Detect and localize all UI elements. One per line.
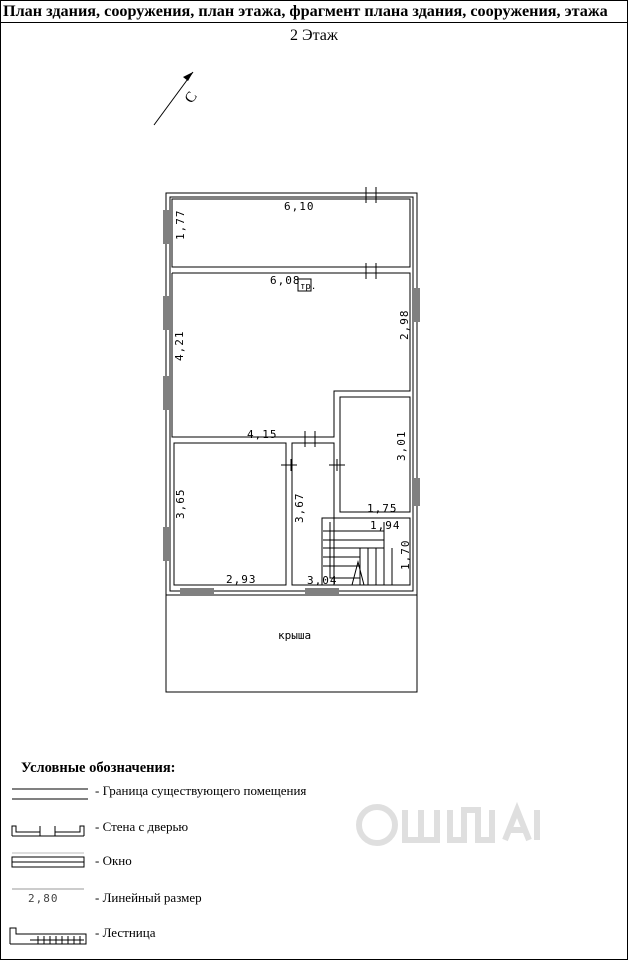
- page-title: План здания, сооружения, план этажа, фрагмент плана здания, сооружения, этажа: [0, 0, 628, 23]
- dim-stair-height: 1,70: [399, 539, 412, 570]
- dim-right-height: 3,01: [395, 430, 408, 461]
- dim-top-height: 1,77: [174, 209, 187, 240]
- roof: [166, 595, 417, 692]
- dim-main-width: 6,08: [270, 274, 301, 287]
- room-left: [174, 443, 286, 585]
- legend-item-stair: - Лестница: [95, 925, 156, 940]
- legend-item-boundary: - Граница существующего помещения: [95, 783, 307, 798]
- dim-right-width: 1,75: [367, 502, 398, 515]
- legend-item-dimension: - Линейный размер: [95, 890, 202, 905]
- shaft-label: тр.: [300, 282, 317, 292]
- watermark-logo-icon: [355, 790, 550, 860]
- dim-main-bottom: 4,15: [247, 428, 278, 441]
- dim-corridor-height: 3,67: [293, 492, 306, 523]
- wall-door-icon: [12, 826, 84, 836]
- dim-top-width: 6,10: [284, 200, 315, 213]
- wall-line-icon: [12, 789, 88, 799]
- dim-main-height-left: 4,21: [173, 330, 186, 361]
- dim-corridor-width: 3,04: [307, 574, 338, 587]
- doors: [281, 187, 376, 471]
- dim-main-height-right: 2,98: [398, 309, 411, 340]
- floor-label: 2 Этаж: [290, 27, 338, 44]
- legend-title: Условные обозначения:: [21, 760, 176, 776]
- compass-label: С: [181, 89, 201, 107]
- legend-item-window: - Окно: [95, 853, 132, 868]
- stair-icon-legend: [10, 928, 86, 944]
- roof-label: крыша: [278, 629, 312, 642]
- dim-stair-width: 1,94: [370, 519, 401, 532]
- dim-left-height: 3,65: [174, 488, 187, 519]
- legend-dimension-sample: 2,80: [28, 892, 59, 905]
- room-main: [172, 273, 410, 437]
- dim-left-width: 2,93: [226, 573, 257, 586]
- window-icon: [12, 853, 84, 867]
- legend-item-door: - Стена с дверью: [95, 819, 189, 834]
